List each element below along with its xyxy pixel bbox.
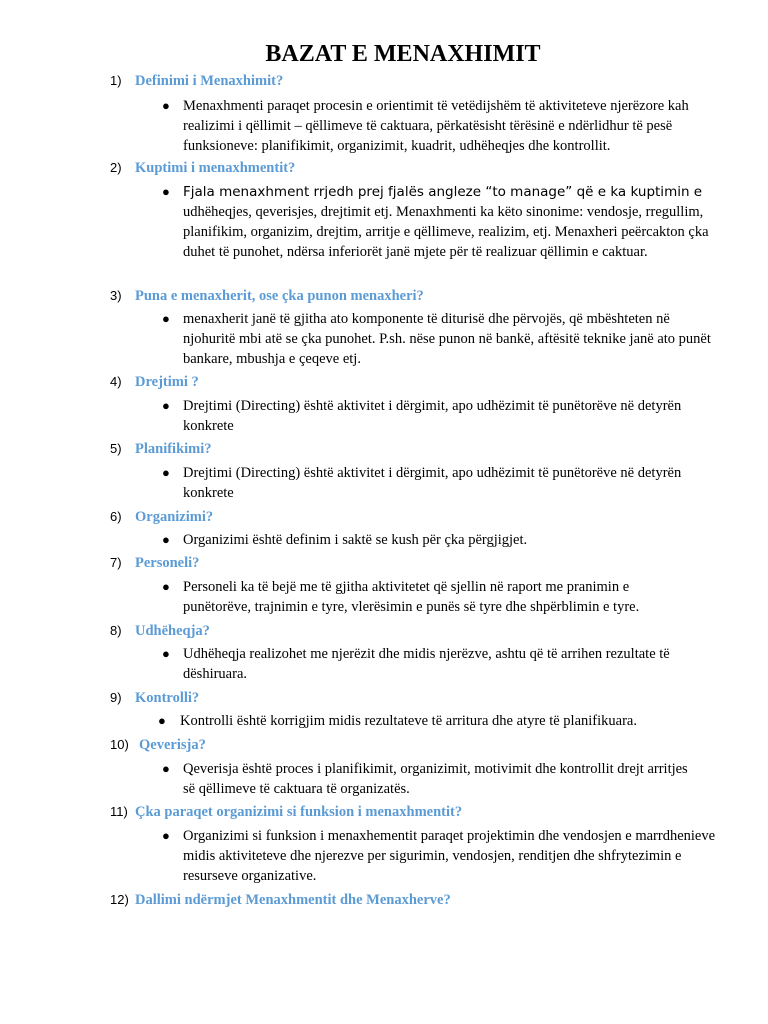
question-heading: Puna e menaxherit, ose çka punon menaxheri? xyxy=(135,288,424,304)
question-number: 8) xyxy=(110,623,122,638)
answer-text: udhëheqjes, qeverisjes, drejtimit etj. Menaxhmenti ka këto sinonime: vendosje, rregullim, planifikim, organizim, drejtim, arritje e qëllimeve, realizim, etj. Menaxheri peërcakton çka duhet të punohet, ndërsa inferiorët janë mjete për të realizuar qëllimin e caktuar. xyxy=(183,204,709,260)
question-heading: Definimi i Menaxhimit? xyxy=(135,73,284,89)
answer-text-first-line: Fjala menaxhment rrjedh prej fjalës angleze “to manage” që e ka kuptimin e xyxy=(183,184,703,200)
answer-text: Personeli ka të bejë me të gjitha aktivitetet që sjellin në raport me pranimin e punëtorëve, trajnimin e tyre, vlerësimin e punës së tyre dhe shpërblimin e tyre. xyxy=(183,579,640,615)
question-number: 9) xyxy=(110,690,122,705)
question-heading: Kontrolli? xyxy=(135,690,200,706)
answer-text: Udhëheqja realizohet me njerëzit dhe midis njerëzve, ashtu që të arrihen rezultate të dëshiruara. xyxy=(183,646,670,682)
bullet-dot: ● xyxy=(162,184,170,199)
question-heading: Personeli? xyxy=(135,555,200,571)
bullet-dot: ● xyxy=(162,761,170,776)
question-heading: Organizimi? xyxy=(135,509,214,525)
answer-text: Organizimi është definim i saktë se kush për çka përgjigjet. xyxy=(183,532,528,548)
question-heading: Çka paraqet organizimi si funksion i menaxhmentit? xyxy=(135,804,463,820)
answer-text: Kontrolli është korrigjim midis rezultateve të arritura dhe atyre të planifikuara. xyxy=(180,713,637,729)
bullet-dot: ● xyxy=(162,311,170,326)
question-number: 3) xyxy=(110,288,122,303)
question-heading: Planifikimi? xyxy=(135,441,212,457)
question-heading: Drejtimi ? xyxy=(135,374,199,390)
bullet-dot: ● xyxy=(162,646,170,661)
document-title: BAZAT E MENAXHIMIT xyxy=(265,41,541,67)
question-number: 5) xyxy=(110,441,122,456)
question-number: 2) xyxy=(110,160,122,175)
question-number: 6) xyxy=(110,509,122,524)
bullet-dot: ● xyxy=(162,579,170,594)
answer-text: Organizimi si funksion i menaxhementit paraqet projektimin dhe vendosjen e marrdhenieve midis aktiviteteve dhe njerezve per sigurimin, vendosjen, renditjen dhe shfrytezimin e resurseve organizative. xyxy=(183,828,716,884)
question-number: 11) xyxy=(110,804,128,819)
answer-text: menaxherit janë të gjitha ato komponente të diturisë dhe përvojës, që mbështeten në njohuritë mbi atë se çka punohet. P.sh. nëse punon në bankë, aftësitë teknike janë ato punët bankare, mbushja e çeqeve etj. xyxy=(183,311,711,367)
bullet-dot: ● xyxy=(162,532,170,547)
question-number: 1) xyxy=(110,73,122,88)
bullet-dot: ● xyxy=(162,465,170,480)
question-heading: Kuptimi i menaxhmentit? xyxy=(135,160,296,176)
answer-text: Qeverisja është proces i planifikimit, organizimit, motivimit dhe kontrollit drejt arritjes së qëllimeve të caktuara të organizatës. xyxy=(183,761,688,797)
answer-text: Drejtimi (Directing) është aktivitet i dërgimit, apo udhëzimit të punëtorëve në detyrën konkrete xyxy=(183,398,682,434)
question-number: 7) xyxy=(110,555,122,570)
answer-text: Drejtimi (Directing) është aktivitet i dërgimit, apo udhëzimit të punëtorëve në detyrën konkrete xyxy=(183,465,682,501)
bullet-dot: ● xyxy=(162,398,170,413)
bullet-dot: ● xyxy=(158,713,166,728)
bullet-dot: ● xyxy=(162,98,170,113)
answer-text: Menaxhmenti paraqet procesin e orientimit të vetëdijshëm të aktiviteteve njerëzore kah realizimi i qëllimit – qëllimeve të caktuara, përkatësisht tërësinë e ndërlidhur të pesë funksioneve: planifikimit, organizimit, kuadrit, udhëheqjes dhe kontrollit. xyxy=(183,98,689,154)
question-heading: Qeverisja? xyxy=(139,737,206,753)
question-heading: Udhëheqja? xyxy=(135,623,210,639)
question-heading: Dallimi ndërmjet Menaxhmentit dhe Menaxherve? xyxy=(135,892,451,908)
bullet-dot: ● xyxy=(162,828,170,843)
question-number: 12) xyxy=(110,892,129,907)
question-number: 10) xyxy=(110,737,129,752)
question-number: 4) xyxy=(110,374,122,389)
